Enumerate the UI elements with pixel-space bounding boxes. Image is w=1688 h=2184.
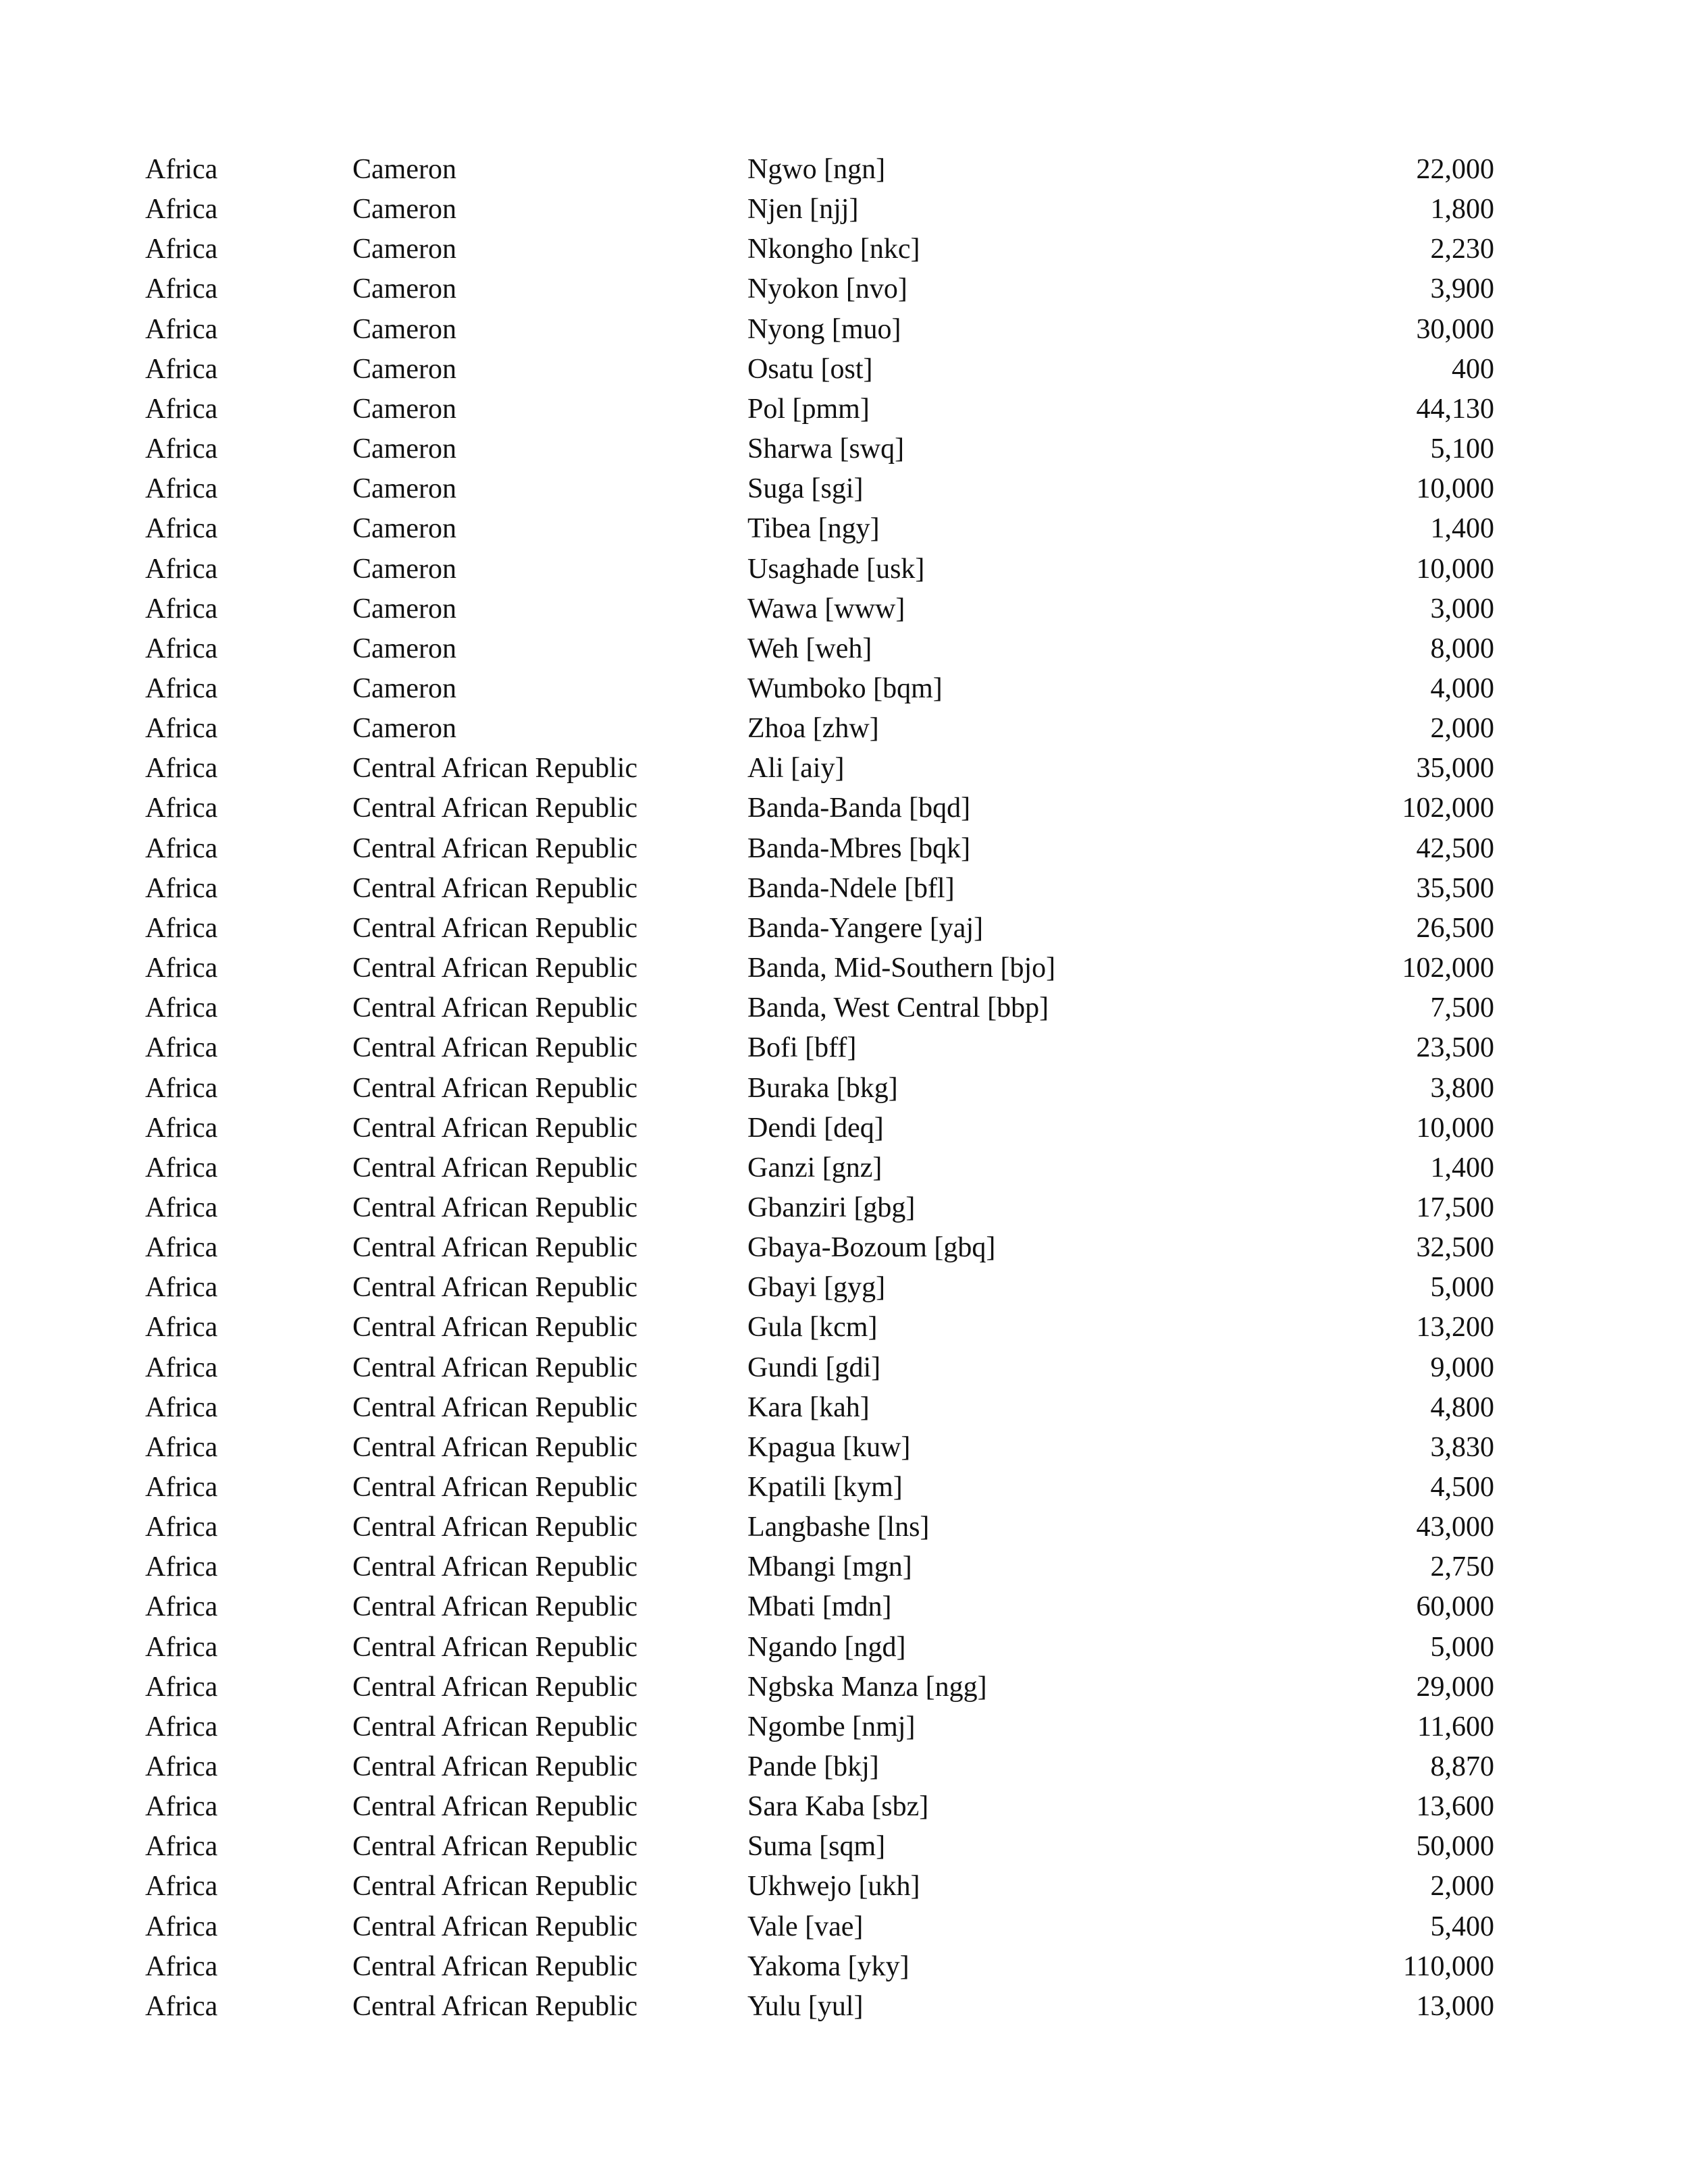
region-cell: Africa: [145, 1751, 218, 1782]
language-cell: Ngando [ngd]: [747, 1631, 906, 1663]
language-cell: Nkongho [nkc]: [747, 234, 920, 265]
language-cell: Yakoma [yky]: [747, 1950, 909, 1982]
language-cell: Kpagua [kuw]: [747, 1431, 911, 1463]
language-cell: Banda, West Central [bbp]: [747, 992, 1049, 1024]
language-cell: Ngbska Manza [ngg]: [747, 1671, 987, 1703]
country-cell: Central African Republic: [352, 1272, 638, 1304]
population-cell: 22,000: [1416, 154, 1494, 185]
region-cell: Africa: [145, 433, 218, 464]
country-cell: Cameron: [352, 593, 456, 624]
table-row: [0, 1827, 1688, 1867]
country-cell: Cameron: [352, 473, 456, 505]
language-cell: Gbaya-Bozoum [gbq]: [747, 1232, 996, 1263]
table-row: [0, 1468, 1688, 1508]
table-row: [0, 1747, 1688, 1787]
table-row: [0, 429, 1688, 469]
country-cell: Central African Republic: [352, 1871, 638, 1902]
country-cell: Cameron: [352, 194, 456, 225]
population-cell: 29,000: [1416, 1671, 1494, 1703]
population-cell: 32,500: [1416, 1232, 1494, 1263]
country-cell: Central African Republic: [352, 1512, 638, 1543]
language-cell: Mbangi [mgn]: [747, 1551, 912, 1583]
table-row: [0, 269, 1688, 309]
language-cell: Dendi [deq]: [747, 1112, 884, 1144]
country-cell: Central African Republic: [352, 1671, 638, 1703]
region-cell: Africa: [145, 1032, 218, 1064]
table-row: [0, 1188, 1688, 1228]
table-row: [0, 1268, 1688, 1308]
population-cell: 17,500: [1416, 1192, 1494, 1223]
region-cell: Africa: [145, 1671, 218, 1703]
table-row: [0, 550, 1688, 589]
region-cell: Africa: [145, 753, 218, 784]
country-cell: Cameron: [352, 154, 456, 185]
language-cell: Nyokon [nvo]: [747, 273, 907, 305]
region-cell: Africa: [145, 593, 218, 624]
region-cell: Africa: [145, 1871, 218, 1902]
language-cell: Vale [vae]: [747, 1911, 864, 1942]
population-cell: 5,100: [1430, 433, 1494, 464]
region-cell: Africa: [145, 992, 218, 1024]
country-cell: Cameron: [352, 313, 456, 345]
language-cell: Gbayi [gyg]: [747, 1272, 886, 1304]
language-cell: Banda-Banda [bqd]: [747, 793, 971, 824]
population-cell: 35,500: [1416, 872, 1494, 904]
population-cell: 102,000: [1402, 953, 1494, 984]
table-row: [0, 469, 1688, 509]
region-cell: Africa: [145, 1112, 218, 1144]
table-row: [0, 629, 1688, 669]
region-cell: Africa: [145, 832, 218, 864]
country-cell: Central African Republic: [352, 1551, 638, 1583]
region-cell: Africa: [145, 234, 218, 265]
country-cell: Central African Republic: [352, 832, 638, 864]
region-cell: Africa: [145, 353, 218, 385]
country-cell: Central African Republic: [352, 1990, 638, 2022]
language-cell: Langbashe [lns]: [747, 1512, 930, 1543]
language-cell: Zhoa [zhw]: [747, 713, 879, 745]
population-cell: 4,000: [1430, 672, 1494, 704]
population-cell: 3,900: [1430, 273, 1494, 305]
region-cell: Africa: [145, 1072, 218, 1104]
population-cell: 35,000: [1416, 753, 1494, 784]
population-cell: 102,000: [1402, 793, 1494, 824]
language-cell: Pol [pmm]: [747, 393, 870, 425]
country-cell: Central African Republic: [352, 1352, 638, 1383]
country-cell: Cameron: [352, 633, 456, 664]
region-cell: Africa: [145, 672, 218, 704]
region-cell: Africa: [145, 1791, 218, 1823]
region-cell: Africa: [145, 194, 218, 225]
language-cell: Banda-Yangere [yaj]: [747, 912, 984, 944]
language-cell: Tibea [ngy]: [747, 513, 880, 545]
language-cell: Ngombe [nmj]: [747, 1711, 916, 1742]
table-row: [0, 230, 1688, 269]
population-cell: 8,870: [1430, 1751, 1494, 1782]
language-cell: Njen [njj]: [747, 194, 859, 225]
population-cell: 10,000: [1416, 553, 1494, 585]
table-row: [0, 1707, 1688, 1747]
population-cell: 26,500: [1416, 912, 1494, 944]
region-cell: Africa: [145, 713, 218, 745]
country-cell: Central African Republic: [352, 793, 638, 824]
population-cell: 13,600: [1416, 1791, 1494, 1823]
table-row: [0, 1867, 1688, 1907]
table-row: [0, 1907, 1688, 1947]
population-cell: 110,000: [1403, 1950, 1494, 1982]
region-cell: Africa: [145, 1950, 218, 1982]
table-row: [0, 1587, 1688, 1627]
country-cell: Central African Republic: [352, 992, 638, 1024]
population-cell: 8,000: [1430, 633, 1494, 664]
population-cell: 42,500: [1416, 832, 1494, 864]
country-cell: Central African Republic: [352, 912, 638, 944]
population-cell: 9,000: [1430, 1352, 1494, 1383]
country-cell: Central African Republic: [352, 1831, 638, 1863]
language-cell: Kara [kah]: [747, 1391, 870, 1423]
table-row: [0, 1388, 1688, 1428]
population-cell: 10,000: [1416, 1112, 1494, 1144]
population-cell: 13,200: [1416, 1312, 1494, 1343]
table-row: [0, 1308, 1688, 1348]
country-cell: Central African Republic: [352, 1751, 638, 1782]
language-cell: Usaghade [usk]: [747, 553, 925, 585]
language-cell: Sharwa [swq]: [747, 433, 905, 464]
population-cell: 30,000: [1416, 313, 1494, 345]
region-cell: Africa: [145, 1711, 218, 1742]
country-cell: Central African Republic: [352, 1072, 638, 1104]
language-cell: Gbanziri [gbg]: [747, 1192, 916, 1223]
country-cell: Central African Republic: [352, 1192, 638, 1223]
table-row: [0, 1348, 1688, 1388]
language-cell: Banda-Mbres [bqk]: [747, 832, 971, 864]
table-row: [0, 1428, 1688, 1468]
country-cell: Cameron: [352, 713, 456, 745]
region-cell: Africa: [145, 473, 218, 505]
region-cell: Africa: [145, 1471, 218, 1503]
population-cell: 1,400: [1430, 513, 1494, 545]
region-cell: Africa: [145, 154, 218, 185]
region-cell: Africa: [145, 793, 218, 824]
table-row: [0, 1069, 1688, 1109]
language-cell: Nyong [muo]: [747, 313, 901, 345]
region-cell: Africa: [145, 273, 218, 305]
population-cell: 5,000: [1430, 1272, 1494, 1304]
country-cell: Central African Republic: [352, 1232, 638, 1263]
country-cell: Central African Republic: [352, 1032, 638, 1064]
country-cell: Central African Republic: [352, 1431, 638, 1463]
language-cell: Gundi [gdi]: [747, 1352, 881, 1383]
language-cell: Weh [weh]: [747, 633, 872, 664]
language-cell: Ukhwejo [ukh]: [747, 1871, 920, 1902]
population-cell: 23,500: [1416, 1032, 1494, 1064]
region-cell: Africa: [145, 393, 218, 425]
country-cell: Central African Republic: [352, 1631, 638, 1663]
table-row: [0, 1508, 1688, 1547]
language-cell: Ali [aiy]: [747, 753, 845, 784]
table-row: [0, 150, 1688, 190]
population-cell: 43,000: [1416, 1512, 1494, 1543]
population-cell: 1,800: [1430, 194, 1494, 225]
region-cell: Africa: [145, 953, 218, 984]
region-cell: Africa: [145, 1391, 218, 1423]
table-row: [0, 509, 1688, 549]
population-cell: 5,000: [1430, 1631, 1494, 1663]
country-cell: Central African Republic: [352, 953, 638, 984]
language-cell: Bofi [bff]: [747, 1032, 857, 1064]
region-cell: Africa: [145, 1551, 218, 1583]
language-cell: Pande [bkj]: [747, 1751, 879, 1782]
table-row: [0, 350, 1688, 390]
country-cell: Central African Republic: [352, 1471, 638, 1503]
region-cell: Africa: [145, 1591, 218, 1623]
region-cell: Africa: [145, 1352, 218, 1383]
language-cell: Banda, Mid-Southern [bjo]: [747, 953, 1056, 984]
table-row: [0, 190, 1688, 230]
population-cell: 13,000: [1416, 1990, 1494, 2022]
table-row: [0, 909, 1688, 949]
table-row: [0, 1547, 1688, 1587]
population-cell: 50,000: [1416, 1831, 1494, 1863]
population-cell: 1,400: [1430, 1152, 1494, 1183]
language-cell: Wumboko [bqm]: [747, 672, 943, 704]
table-row: [0, 669, 1688, 709]
country-cell: Cameron: [352, 353, 456, 385]
country-cell: Central African Republic: [352, 872, 638, 904]
language-cell: Wawa [www]: [747, 593, 905, 624]
country-cell: Cameron: [352, 234, 456, 265]
country-cell: Central African Republic: [352, 1911, 638, 1942]
language-cell: Gula [kcm]: [747, 1312, 878, 1343]
table-row: [0, 1109, 1688, 1148]
region-cell: Africa: [145, 1431, 218, 1463]
country-cell: Central African Republic: [352, 1112, 638, 1144]
population-cell: 2,750: [1430, 1551, 1494, 1583]
region-cell: Africa: [145, 872, 218, 904]
country-cell: Central African Republic: [352, 753, 638, 784]
table-row: [0, 1987, 1688, 2027]
region-cell: Africa: [145, 1911, 218, 1942]
table-row: [0, 589, 1688, 629]
country-cell: Central African Republic: [352, 1152, 638, 1183]
region-cell: Africa: [145, 1272, 218, 1304]
table-row: [0, 1947, 1688, 1987]
country-cell: Central African Republic: [352, 1312, 638, 1343]
population-cell: 10,000: [1416, 473, 1494, 505]
table-row: [0, 390, 1688, 429]
region-cell: Africa: [145, 1312, 218, 1343]
region-cell: Africa: [145, 912, 218, 944]
population-cell: 400: [1452, 353, 1494, 385]
region-cell: Africa: [145, 1152, 218, 1183]
population-cell: 5,400: [1430, 1911, 1494, 1942]
table-row: [0, 1228, 1688, 1268]
country-cell: Central African Republic: [352, 1950, 638, 1982]
population-cell: 2,000: [1430, 1871, 1494, 1902]
country-cell: Central African Republic: [352, 1391, 638, 1423]
population-cell: 3,830: [1430, 1431, 1494, 1463]
language-cell: Suga [sgi]: [747, 473, 864, 505]
language-cell: Osatu [ost]: [747, 353, 873, 385]
table-row: [0, 709, 1688, 749]
country-cell: Central African Republic: [352, 1711, 638, 1742]
table-row: [0, 949, 1688, 988]
table-row: [0, 310, 1688, 350]
country-cell: Cameron: [352, 433, 456, 464]
population-cell: 3,000: [1430, 593, 1494, 624]
table-row: [0, 829, 1688, 869]
region-cell: Africa: [145, 633, 218, 664]
language-cell: Yulu [yul]: [747, 1990, 864, 2022]
region-cell: Africa: [145, 513, 218, 545]
country-cell: Cameron: [352, 393, 456, 425]
country-cell: Cameron: [352, 513, 456, 545]
language-cell: Kpatili [kym]: [747, 1471, 903, 1503]
population-cell: 2,000: [1430, 713, 1494, 745]
region-cell: Africa: [145, 1512, 218, 1543]
language-cell: Sara Kaba [sbz]: [747, 1791, 929, 1823]
country-cell: Cameron: [352, 672, 456, 704]
country-cell: Central African Republic: [352, 1791, 638, 1823]
table-row: [0, 1787, 1688, 1827]
language-cell: Suma [sqm]: [747, 1831, 886, 1863]
language-cell: Buraka [bkg]: [747, 1072, 898, 1104]
country-cell: Cameron: [352, 553, 456, 585]
table-row: [0, 1668, 1688, 1707]
region-cell: Africa: [145, 1631, 218, 1663]
population-cell: 11,600: [1417, 1711, 1494, 1742]
population-cell: 7,500: [1430, 992, 1494, 1024]
region-cell: Africa: [145, 1831, 218, 1863]
table-row: [0, 988, 1688, 1028]
population-cell: 2,230: [1430, 234, 1494, 265]
population-cell: 3,800: [1430, 1072, 1494, 1104]
table-row: [0, 749, 1688, 789]
region-cell: Africa: [145, 1232, 218, 1263]
table-row: [0, 1628, 1688, 1668]
population-cell: 44,130: [1416, 393, 1494, 425]
table-row: [0, 1148, 1688, 1188]
country-cell: Cameron: [352, 273, 456, 305]
region-cell: Africa: [145, 553, 218, 585]
population-cell: 4,800: [1430, 1391, 1494, 1423]
region-cell: Africa: [145, 1990, 218, 2022]
population-cell: 60,000: [1416, 1591, 1494, 1623]
language-cell: Ganzi [gnz]: [747, 1152, 882, 1183]
table-row: [0, 789, 1688, 828]
region-cell: Africa: [145, 1192, 218, 1223]
region-cell: Africa: [145, 313, 218, 345]
country-cell: Central African Republic: [352, 1591, 638, 1623]
table-row: [0, 1028, 1688, 1068]
table-row: [0, 869, 1688, 909]
language-cell: Mbati [mdn]: [747, 1591, 892, 1623]
language-cell: Ngwo [ngn]: [747, 154, 886, 185]
population-cell: 4,500: [1430, 1471, 1494, 1503]
language-cell: Banda-Ndele [bfl]: [747, 872, 955, 904]
